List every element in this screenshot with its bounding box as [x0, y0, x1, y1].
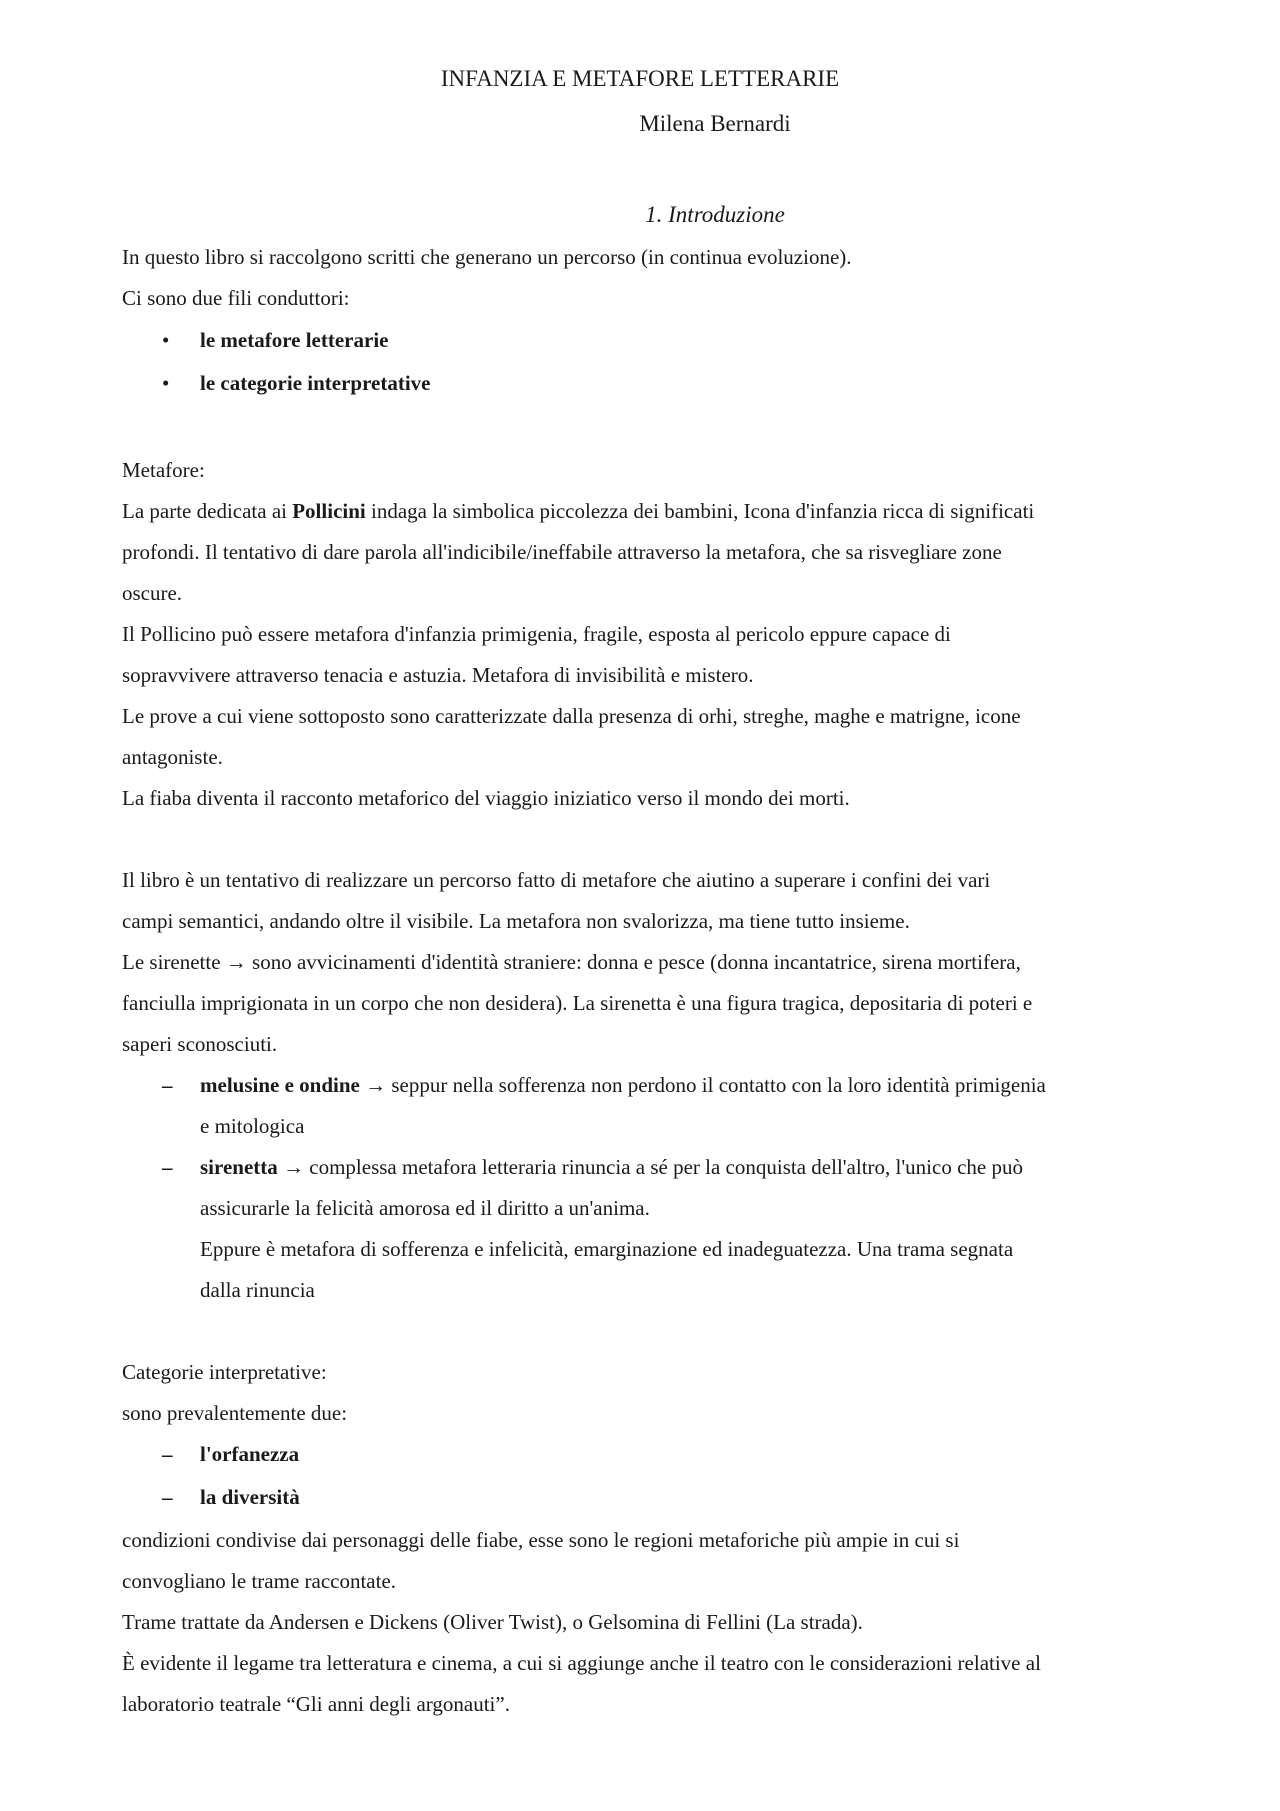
section-heading: 1. Introduzione: [645, 202, 785, 227]
dash-item: l'orfanezza: [200, 1442, 300, 1466]
dash-item-continuation: Eppure è metafora di sofferenza e infelicità, emarginazione ed inadeguatezza. Una trama segnata: [200, 1237, 1014, 1261]
categorie-label: Categorie interpretative:: [122, 1360, 327, 1384]
paragraph-line: Il Pollicino può essere metafora d'infanzia primigenia, fragile, esposta al pericolo eppure capace di: [122, 622, 951, 646]
document-author: Milena Bernardi: [639, 111, 791, 136]
paragraph-line: Il libro è un tentativo di realizzare un percorso fatto di metafore che aiutino a superare i confini dei vari: [122, 868, 991, 892]
paragraph-line: Trame trattate da Andersen e Dickens (Oliver Twist), o Gelsomina di Fellini (La strada).: [122, 1610, 863, 1634]
intro-line: In questo libro si raccolgono scritti che generano un percorso (in continua evoluzione).: [122, 245, 852, 269]
dash-glyph: –: [162, 1155, 173, 1179]
dash-glyph: –: [162, 1485, 173, 1509]
paragraph-line: condizioni condivise dai personaggi delle fiabe, esse sono le regioni metaforiche più ampie in cui si: [122, 1528, 960, 1552]
paragraph-line: oscure.: [122, 581, 183, 605]
dash-item: melusine e ondine → seppur nella sofferenza non perdono il contatto con la loro identità primigenia: [200, 1073, 1046, 1097]
paragraph-line: La parte dedicata ai Pollicini indaga la simbolica piccolezza dei bambini, Icona d'infanzia ricca di significati: [122, 499, 1035, 523]
dash-glyph: –: [162, 1442, 173, 1466]
bullet-item: le categorie interpretative: [200, 371, 431, 395]
paragraph-line: È evidente il legame tra letteratura e cinema, a cui si aggiunge anche il teatro con le considerazioni relative al: [122, 1651, 1041, 1675]
intro-line: Ci sono due fili conduttori:: [122, 286, 350, 310]
paragraph-line: sopravvivere attraverso tenacia e astuzia. Metafora di invisibilità e mistero.: [122, 663, 754, 687]
dash-item-continuation: assicurarle la felicità amorosa ed il diritto a un'anima.: [200, 1196, 650, 1220]
paragraph-line: La fiaba diventa il racconto metaforico del viaggio iniziatico verso il mondo dei morti.: [122, 786, 850, 810]
paragraph-line: laboratorio teatrale “Gli anni degli argonauti”.: [122, 1692, 510, 1716]
paragraph-line: saperi sconosciuti.: [122, 1032, 278, 1056]
paragraph-line: antagoniste.: [122, 745, 223, 769]
dash-item: la diversità: [200, 1485, 300, 1509]
paragraph-line: campi semantici, andando oltre il visibile. La metafora non svalorizza, ma tiene tutto insieme.: [122, 909, 910, 933]
bullet-glyph: •: [162, 328, 170, 352]
metafore-label: Metafore:: [122, 458, 205, 482]
dash-item-continuation: dalla rinuncia: [200, 1278, 315, 1302]
dash-item-continuation: e mitologica: [200, 1114, 305, 1138]
paragraph-line: Le prove a cui viene sottoposto sono caratterizzate dalla presenza di orhi, streghe, maghe e matrigne, icone: [122, 704, 1021, 728]
paragraph-line: profondi. Il tentativo di dare parola all'indicibile/ineffabile attraverso la metafora, che sa risvegliare zone: [122, 540, 1002, 564]
dash-glyph: –: [162, 1073, 173, 1097]
bullet-glyph: •: [162, 371, 170, 395]
document-title: INFANZIA E METAFORE LETTERARIE: [440, 66, 840, 91]
paragraph-line: convogliano le trame raccontate.: [122, 1569, 397, 1593]
bullet-item: le metafore letterarie: [200, 328, 389, 352]
dash-item: sirenetta → complessa metafora letteraria rinuncia a sé per la conquista dell'altro, l'unico che può: [200, 1155, 1023, 1179]
paragraph-line: Le sirenette → sono avvicinamenti d'identità straniere: donna e pesce (donna incantatrice, sirena mortifera,: [122, 950, 1021, 974]
paragraph-line: fanciulla imprigionata in un corpo che non desidera). La sirenetta è una figura tragica, depositaria di poteri e: [122, 991, 1033, 1015]
paragraph-line: sono prevalentemente due:: [122, 1401, 348, 1425]
